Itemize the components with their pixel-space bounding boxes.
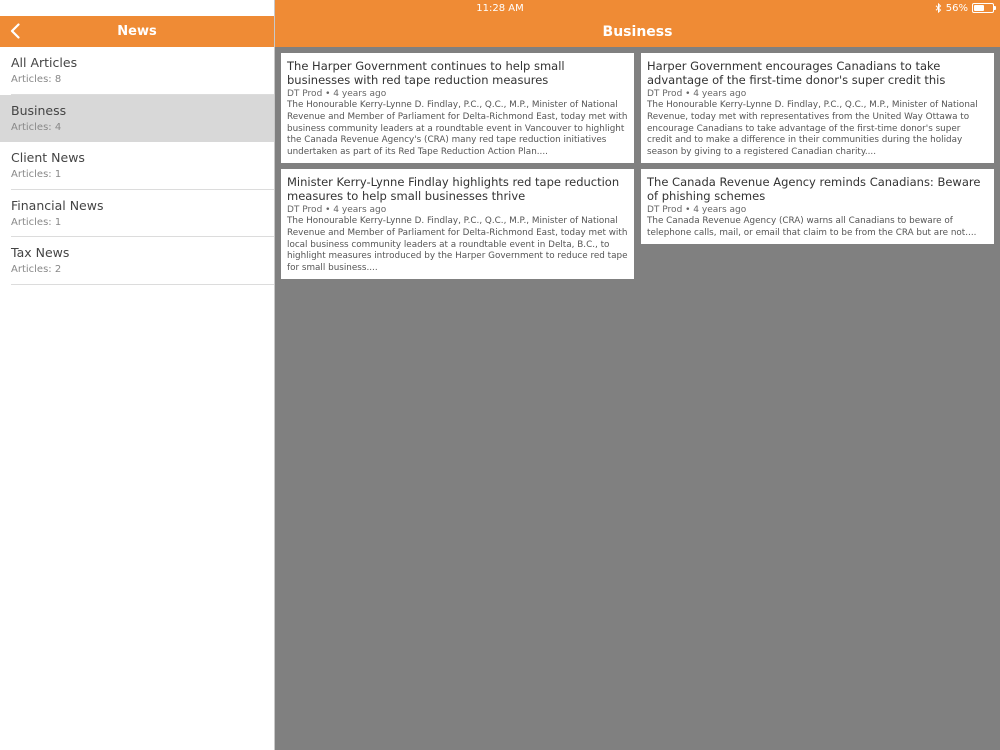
status-time: 11:28 AM (476, 2, 524, 14)
article-excerpt: The Honourable Kerry-Lynne D. Findlay, P.C., Q.C., M.P., Minister of National Revenue and Member of Parliament for Delta-Richmond East, today met with business community leaders at a roundtable event in Vancouver to highlight the Canada Revenue Agency's (CRA) many red tape reduction initiatives undertaken as part of its Red Tape Reduction Action Plan.... (287, 100, 628, 158)
category-count: Articles: 1 (11, 216, 62, 228)
battery-percent: 56% (945, 2, 968, 14)
category-count: Articles: 1 (11, 169, 62, 181)
page-title: Business (602, 23, 673, 40)
category-name: Financial News (11, 197, 104, 213)
article-meta: DT Prod • 4 years ago (647, 204, 747, 215)
battery-icon (972, 3, 994, 13)
article-title: The Harper Government continues to help small businesses with red tape reduction measures (287, 59, 565, 87)
sidebar-header (0, 16, 274, 47)
chevron-left-icon (9, 23, 21, 39)
battery-fill (974, 5, 984, 11)
category-item-all-articles[interactable] (0, 47, 274, 95)
article-grid (281, 53, 994, 279)
category-item-tax-news[interactable] (0, 237, 274, 285)
article-meta: DT Prod • 4 years ago (287, 204, 387, 215)
category-count: Articles: 4 (11, 121, 62, 133)
article-title: Minister Kerry-Lynne Findlay highlights red tape reduction measures to help small businesses thrive (287, 174, 620, 203)
category-name: Tax News (11, 245, 70, 261)
main-header (275, 16, 1000, 47)
category-item-financial-news[interactable] (0, 190, 274, 238)
bluetooth-icon (935, 3, 942, 13)
article-excerpt: The Honourable Kerry-Lynne D. Findlay, P.C., Q.C., M.P., Minister of National Revenue, today met with representatives from the United Way Ottawa to encourage Canadians to take advantage of the first-time donor's super credit and to make a difference in their communities during the holiday season by giving to a registered Canadian charity.... (647, 100, 978, 158)
article-card[interactable] (281, 53, 634, 163)
status-right (794, 3, 994, 14)
article-title: Harper Government encourages Canadians to take advantage of the first-time donor's super credit this (647, 59, 946, 87)
sidebar-title: News (117, 24, 157, 39)
category-count: Articles: 2 (11, 264, 62, 276)
article-card[interactable] (281, 169, 634, 279)
article-card[interactable] (641, 169, 994, 244)
category-name: Client News (11, 150, 85, 166)
category-list (0, 47, 274, 285)
sidebar (0, 0, 275, 750)
category-name: All Articles (11, 55, 78, 71)
article-card[interactable] (641, 53, 994, 163)
category-item-business[interactable] (0, 95, 274, 143)
category-item-client-news[interactable] (0, 142, 274, 190)
article-excerpt: The Honourable Kerry-Lynne D. Findlay, P.C., Q.C., M.P., Minister of National Revenue and Member of Parliament for Delta-Richmond East, today met with local business community leaders at a roundtable event in Delta, B.C., to highlight measures introduced by the Harper Government to reduce red tape for small business.... (287, 215, 628, 274)
article-meta: DT Prod • 4 years ago (287, 89, 387, 99)
article-title: The Canada Revenue Agency reminds Canadians: Beware of phishing schemes (647, 174, 981, 203)
back-button[interactable] (4, 20, 26, 42)
article-excerpt: The Canada Revenue Agency (CRA) warns all Canadians to beware of telephone calls, mail, or email that claim to be from the CRA but are not.... (647, 215, 977, 238)
category-name: Business (11, 102, 67, 118)
category-count: Articles: 8 (11, 74, 62, 86)
article-meta: DT Prod • 4 years ago (647, 89, 747, 99)
